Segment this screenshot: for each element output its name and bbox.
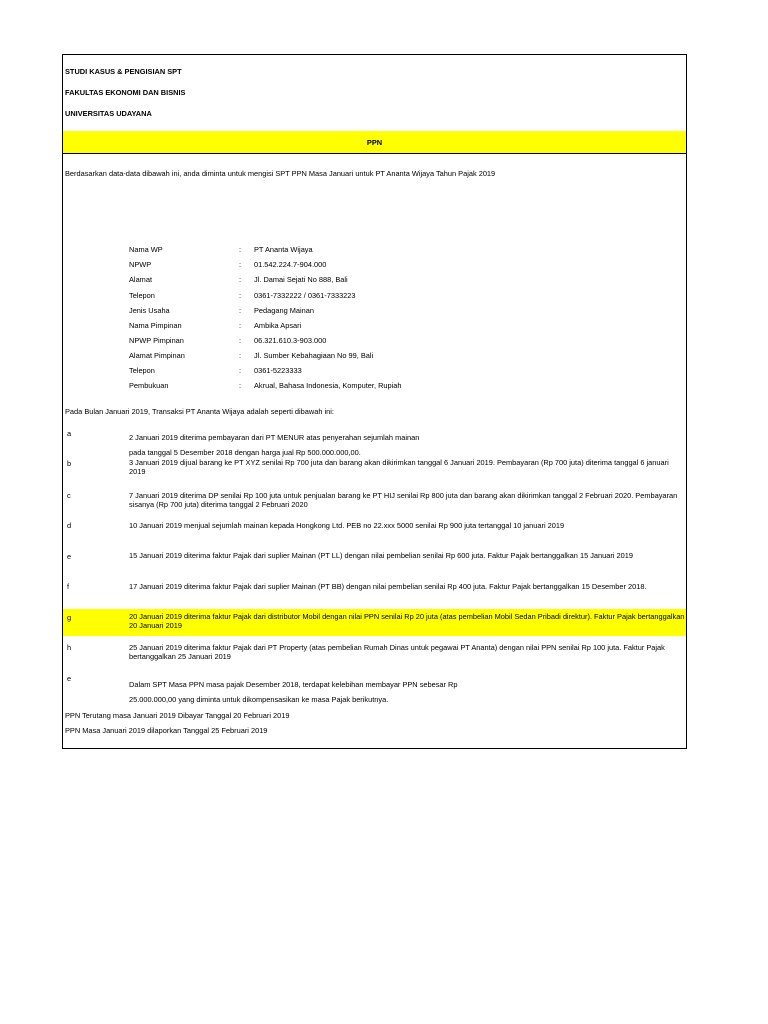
profile-label: Telepon bbox=[129, 366, 155, 375]
transaction-text: 25.000.000,00 yang diminta untuk dikompensasikan ke masa Pajak berikutnya. bbox=[129, 695, 389, 704]
footer-paid: PPN Terutang masa Januari 2019 Dibayar Tanggal 20 Februari 2019 bbox=[65, 711, 290, 720]
profile-sep: : bbox=[239, 245, 242, 254]
ppn-section-title: PPN bbox=[366, 138, 383, 147]
profile-label: NPWP Pimpinan bbox=[129, 336, 184, 345]
spreadsheet-sheet bbox=[62, 54, 687, 749]
transaction-text: 20 Januari 2019 diterima faktur Pajak dari distributor Mobil dengan nilai PPN senilai Rp 20 juta (atas pembelian Mobil Sedan Pribadi direktur). Faktur Pajak bertanggalkan 20 Januari 2019 bbox=[129, 612, 685, 630]
profile-label: Telepon bbox=[129, 291, 155, 300]
transaction-text: 10 Januari 2019 menjual sejumlah mainan kepada Hongkong Ltd. PEB no 22.xxx 5000 senilai Rp 900 juta tertanggal 10 januari 2019 bbox=[129, 521, 565, 530]
divider bbox=[63, 153, 686, 154]
transaction-text: 15 Januari 2019 diterima faktur Pajak dari suplier Mainan (PT LL) dengan nilai pembelian senilai Rp 600 juta. Faktur Pajak bertanggalkan 15 Januari 2019 bbox=[129, 551, 633, 560]
profile-value: Jl. Sumber Kebahagiaan No 99, Bali bbox=[254, 351, 374, 360]
header-line-2: FAKULTAS EKONOMI DAN BISNIS bbox=[65, 88, 186, 97]
profile-sep: : bbox=[239, 336, 242, 345]
transaction-text: 7 Januari 2019 diterima DP senilai Rp 100 juta untuk penjualan barang ke PT HIJ senilai Rp 800 juta dan barang akan dikirimkan tanggal 2 Februari 2020. Pembayaran sisanya (Rp 700 juta) diterima tanggal 2 Februari 2020 bbox=[129, 491, 678, 509]
transaction-text: 17 Januari 2019 diterima faktur Pajak dari suplier Mainan (PT BB) dengan nilai pembelian senilai Rp 400 juta. Faktur Pajak bertanggalkan 15 Desember 2018. bbox=[129, 582, 647, 591]
transaction-text: pada tanggal 5 Desember 2018 dengan harga jual Rp 500.000.000,00. bbox=[129, 448, 361, 457]
profile-label: Nama WP bbox=[129, 245, 163, 254]
header-line-3: UNIVERSITAS UDAYANA bbox=[65, 109, 152, 118]
profile-sep: : bbox=[239, 260, 242, 269]
footer-reported: PPN Masa Januari 2019 dilaporkan Tanggal 25 Februari 2019 bbox=[65, 726, 268, 735]
transaction-key: f bbox=[67, 582, 70, 591]
transaction-text: 2 Januari 2019 diterima pembayaran dari PT MENUR atas penyerahan sejumlah mainan bbox=[129, 433, 420, 442]
profile-value: Pedagang Mainan bbox=[254, 306, 314, 315]
transaction-key: e bbox=[67, 552, 72, 561]
header-line-1: STUDI KASUS & PENGISIAN SPT bbox=[65, 67, 182, 76]
transaction-key: h bbox=[67, 643, 72, 652]
intro-text: Berdasarkan data-data dibawah ini, anda diminta untuk mengisi SPT PPN Masa Januari untuk PT Ananta Wijaya Tahun Pajak 2019 bbox=[65, 169, 496, 178]
transaction-key: c bbox=[67, 491, 71, 500]
profile-value: 01.542.224.7-904.000 bbox=[254, 260, 327, 269]
profile-sep: : bbox=[239, 291, 242, 300]
profile-sep: : bbox=[239, 321, 242, 330]
profile-label: Nama Pimpinan bbox=[129, 321, 182, 330]
profile-value: Akrual, Bahasa Indonesia, Komputer, Rupiah bbox=[254, 381, 402, 390]
profile-sep: : bbox=[239, 381, 242, 390]
profile-value: 0361-7332222 / 0361-7333223 bbox=[254, 291, 356, 300]
transactions-title: Pada Bulan Januari 2019, Transaksi PT Ananta Wijaya adalah seperti dibawah ini: bbox=[65, 407, 334, 416]
profile-label: NPWP bbox=[129, 260, 152, 269]
profile-sep: : bbox=[239, 351, 242, 360]
transaction-text: 25 Januari 2019 diterima faktur Pajak dari PT Property (atas pembelian Rumah Dinas untuk pegawai PT Ananta) dengan nilai PPN senilai Rp 100 juta. Faktur Pajak bertanggalkan 25 Januari 2019 bbox=[129, 643, 665, 661]
transaction-key: a bbox=[67, 429, 72, 438]
transaction-key: d bbox=[67, 521, 72, 530]
transaction-text: Dalam SPT Masa PPN masa pajak Desember 2018, terdapat kelebihan membayar PPN sebesar Rp bbox=[129, 680, 458, 689]
profile-label: Pembukuan bbox=[129, 381, 169, 390]
profile-value: PT Ananta Wijaya bbox=[254, 245, 313, 254]
transaction-key: b bbox=[67, 459, 72, 468]
profile-value: Jl. Damai Sejati No 888, Bali bbox=[254, 275, 348, 284]
transaction-text: 3 Januari 2019 dijual barang ke PT XYZ senilai Rp 700 juta dan barang akan dikirimkan tanggal 6 Januari 2019. Pembayaran (Rp 700 juta) diterima tanggal 6 januari 2019 bbox=[129, 458, 669, 476]
profile-value: Ambika Apsari bbox=[254, 321, 302, 330]
profile-label: Jenis Usaha bbox=[129, 306, 170, 315]
profile-value: 06.321.610.3-903.000 bbox=[254, 336, 327, 345]
profile-label: Alamat Pimpinan bbox=[129, 351, 185, 360]
transaction-key: g bbox=[67, 613, 72, 622]
profile-label: Alamat bbox=[129, 275, 153, 284]
profile-sep: : bbox=[239, 306, 242, 315]
transaction-key: e bbox=[67, 674, 72, 683]
profile-sep: : bbox=[239, 275, 242, 284]
profile-value: 0361-5223333 bbox=[254, 366, 302, 375]
profile-sep: : bbox=[239, 366, 242, 375]
